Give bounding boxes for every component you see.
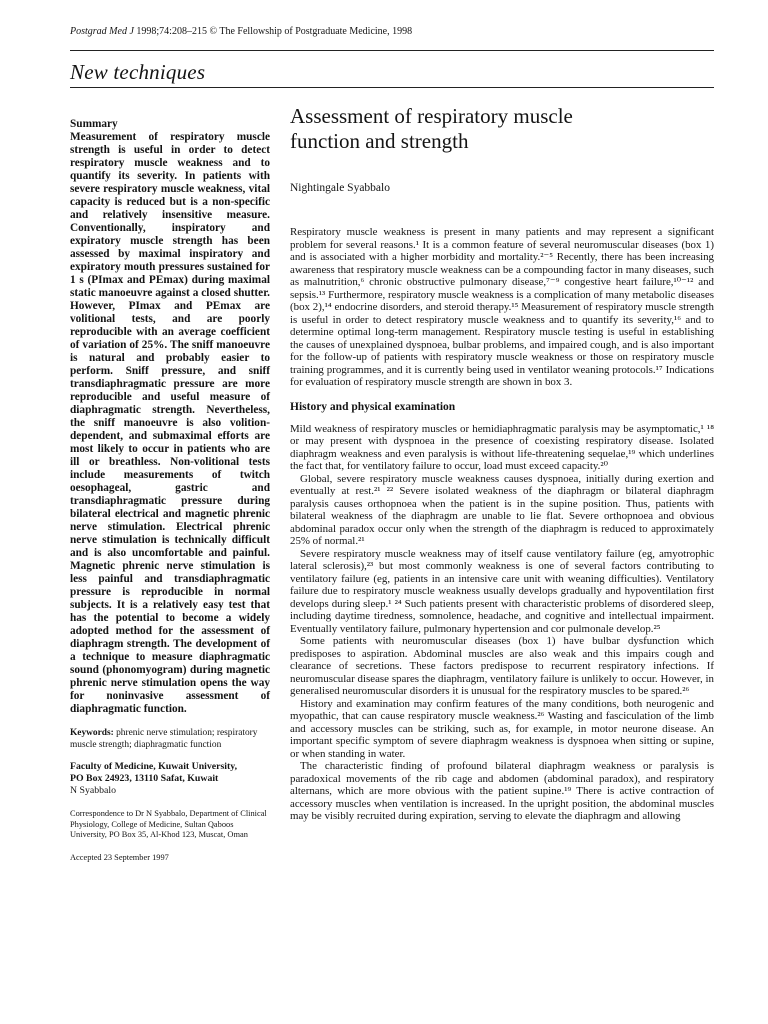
keywords-text: phrenic nerve stimulation; respiratory muscle strength; diaphragmatic function xyxy=(70,728,258,750)
header-rule xyxy=(70,50,714,51)
section-heading: History and physical examination xyxy=(290,400,456,413)
citation: 1998;74:208–215 © The Fellowship of Postgraduate Medicine, 1998 xyxy=(133,26,413,37)
affiliation-line-2: PO Box 24923, 13110 Safat, Kuwait xyxy=(70,773,219,784)
journal-name: Postgrad Med J xyxy=(70,26,134,37)
sidebar-column xyxy=(70,118,270,863)
accepted-date: Accepted 23 September 1997 xyxy=(70,852,169,862)
running-header xyxy=(70,26,730,37)
body-paragraph-3: Severe respiratory muscle weakness may of itself cause ventilatory failure (eg, amyotrophic lateral sclerosis),²³ but most commonly weakness is one of several factors contributing to ventilatory failure (eg, patients in an intensive care unit with weaning difficulties). Ventilatory failure due to respiratory muscle weakness usually develops gradually and hypoventilation first develops during sleep.¹ ²⁴ Such patients present with characteristic problems of disordered sleep, including daytime tiredness, somnolence, headache, and cognitive and intellectual impairment. Eventually ventilatory failure, pulmonary hypertension and cor pulmonale develop.²⁵ xyxy=(290,547,714,635)
body-paragraph-1: Mild weakness of respiratory muscles or hemidiaphragmatic paralysis may be asymptomatic,¹ ¹⁸ or may present with dyspnoea in the presence of coexisting respiratory disease. Isolated diaphragm weakness and even paralysis is without life-threatening sequelae,¹⁹ which underlines the fact that, for ventilatory failure to occur, load must exceed capacity.²⁰ xyxy=(290,422,714,472)
body-paragraph-5: History and examination may confirm features of the many conditions, both neurogenic and myopathic, that can cause respiratory muscle weakness.²⁶ Wasting and fasciculation of the limb and accessory muscles can be striking, such as, for example, in motor neurone disease. An important specific symptom of severe diaphragm weakness is dyspnoea when sitting or supine, or when standing in water. xyxy=(290,697,714,760)
section-rule xyxy=(70,87,714,88)
article-intro xyxy=(290,226,714,389)
intro-paragraph: Respiratory muscle weakness is present in many patients and may represent a significant problem for several reasons.¹ It is a common feature of several neuromuscular diseases (box 1) and is associated with a higher morbidity and mortality.²⁻⁵ Recently, there has been increasing awareness that respiratory muscle weakness can be a compounding factor in many diseases, such as malnutrition,⁶ chronic obstructive pulmonary disease,⁷⁻⁹ congestive heart failure,¹⁰⁻¹² and sepsis.¹³ Furthermore, respiratory muscle weakness is a complication of many metabolic diseases (box 2),¹⁴ endocrine disorders, and steroid therapy.¹⁵ Measurement of respiratory muscle strength is useful in order to detect respiratory muscle weakness and to quantify its severity,¹⁶ and to determine optimal long-term management. Respiratory muscle testing is useful in establishing the causes of unexplained dyspnoea, bulbar problems, and impaired cough, and is also important for the follow-up of patients with respiratory muscle weakness or those on respiratory muscle training programmes, and it is currently being used in ventilator weaning protocols.¹⁷ Indications for evaluation of respiratory muscle strength are shown in box 3. xyxy=(290,226,714,388)
affiliation-line-1: Faculty of Medicine, Kuwait University, xyxy=(70,761,238,772)
body-paragraph-2: Global, severe respiratory muscle weakness causes dyspnoea, initially during exertion and eventually at rest.²¹ ²² Severe isolated weakness of the diaphragm or bilateral diaphragm paralysis causes orthopnoea when the patient is in the supine position. Thus, patients with bilateral weakness of the diaphragm are unable to lie flat. Severe orthopnoea and obvious abdominal paradox occur only when the strength of the diaphragm is reduced to approximately 25% of normal.²¹ xyxy=(290,472,714,547)
body-paragraph-4: Some patients with neuromuscular diseases (box 1) have bulbar dysfunction which predisposes to aspiration. Abdominal muscles are also weak and this impairs cough and clearance of secretions. These factors predispose to recurrent respiratory infections. If neuromuscular disease spares the diaphragm, ventilatory failure is unlikely to occur. However, in generalised neuromuscular disorders it is unusual for the respiratory muscles to be spared.²⁶ xyxy=(290,635,714,697)
article-title-line-1: Assessment of respiratory muscle xyxy=(290,104,573,128)
correspondence: Correspondence to Dr N Syabbalo, Department of Clinical Physiology, College of Medicine, Sultan Qaboos University, PO Box 35, Al-Khod 123, Muscat, Oman xyxy=(70,809,267,839)
keywords-label: Keywords: xyxy=(70,728,114,738)
summary-text: Measurement of respiratory muscle strength is useful in order to detect respiratory muscle weakness and to quantify its severity. In patients with severe respiratory muscle weakness, vital capacity is reduced but is a non-specific and relatively insensitive measure. Conventionally, inspiratory and expiratory muscle strength has been assessed by maximal inspiratory and expiratory mouth pressures sustained for 1 s (PImax and PEmax) during maximal static manoeuvre against a closed shutter. However, PImax and PEmax are volitional tests, and are poorly reproducible with an average coefficient of variation of 25%. The sniff manoeuvre is natural and probably easier to perform. Sniff pressure, and sniff transdiaphragmatic pressure are more reproducible and useful measure of diaphragmatic strength. Nevertheless, the sniff manoeuvre is also volition-dependent, and submaximal efforts are most likely to occur in patients who are ill or breathless. Non-volitional tests include measurements of twitch oesophageal, gastric and transdiaphragmatic pressure during bilateral electrical and magnetic phrenic nerve stimulation. Electrical phrenic nerve stimulation is technically difficult and is also uncomfortable and painful. Magnetic phrenic nerve stimulation is less painful and transdiaphragmatic pressure is reproducible in normal subjects. It is a relatively easy test that has the potential to become a widely adopted method for the assessment of diaphragm strength. The development of a technique to measure diaphragmatic sound (phonomyogram) during magnetic phrenic nerve stimulation opens the way for noninvasive assessment of diaphragmatic function. xyxy=(70,131,270,715)
article-body xyxy=(290,423,714,823)
body-paragraph-6: The characteristic finding of profound bilateral diaphragm weakness or paralysis is paradoxical movements of the rib cage and abdomen (abdominal paradox), and respiratory alternans, which are more obvious with the patient supine.¹⁹ There is active contraction of accessory muscles when ventilation is increased. In the upright position, the abdominal muscles may be visibly recruited during expiration, serving to elevate the diaphragm and allowing xyxy=(290,760,714,822)
section-label: New techniques xyxy=(70,60,206,84)
affiliation xyxy=(70,761,270,797)
article-title-line-2: function and strength xyxy=(290,129,469,153)
affiliation-author: N Syabbalo xyxy=(70,785,116,796)
summary-heading: Summary xyxy=(70,118,118,130)
article-column xyxy=(290,104,714,823)
keywords xyxy=(70,728,270,751)
article-title xyxy=(290,104,714,154)
article-author: Nightingale Syabbalo xyxy=(290,182,390,194)
